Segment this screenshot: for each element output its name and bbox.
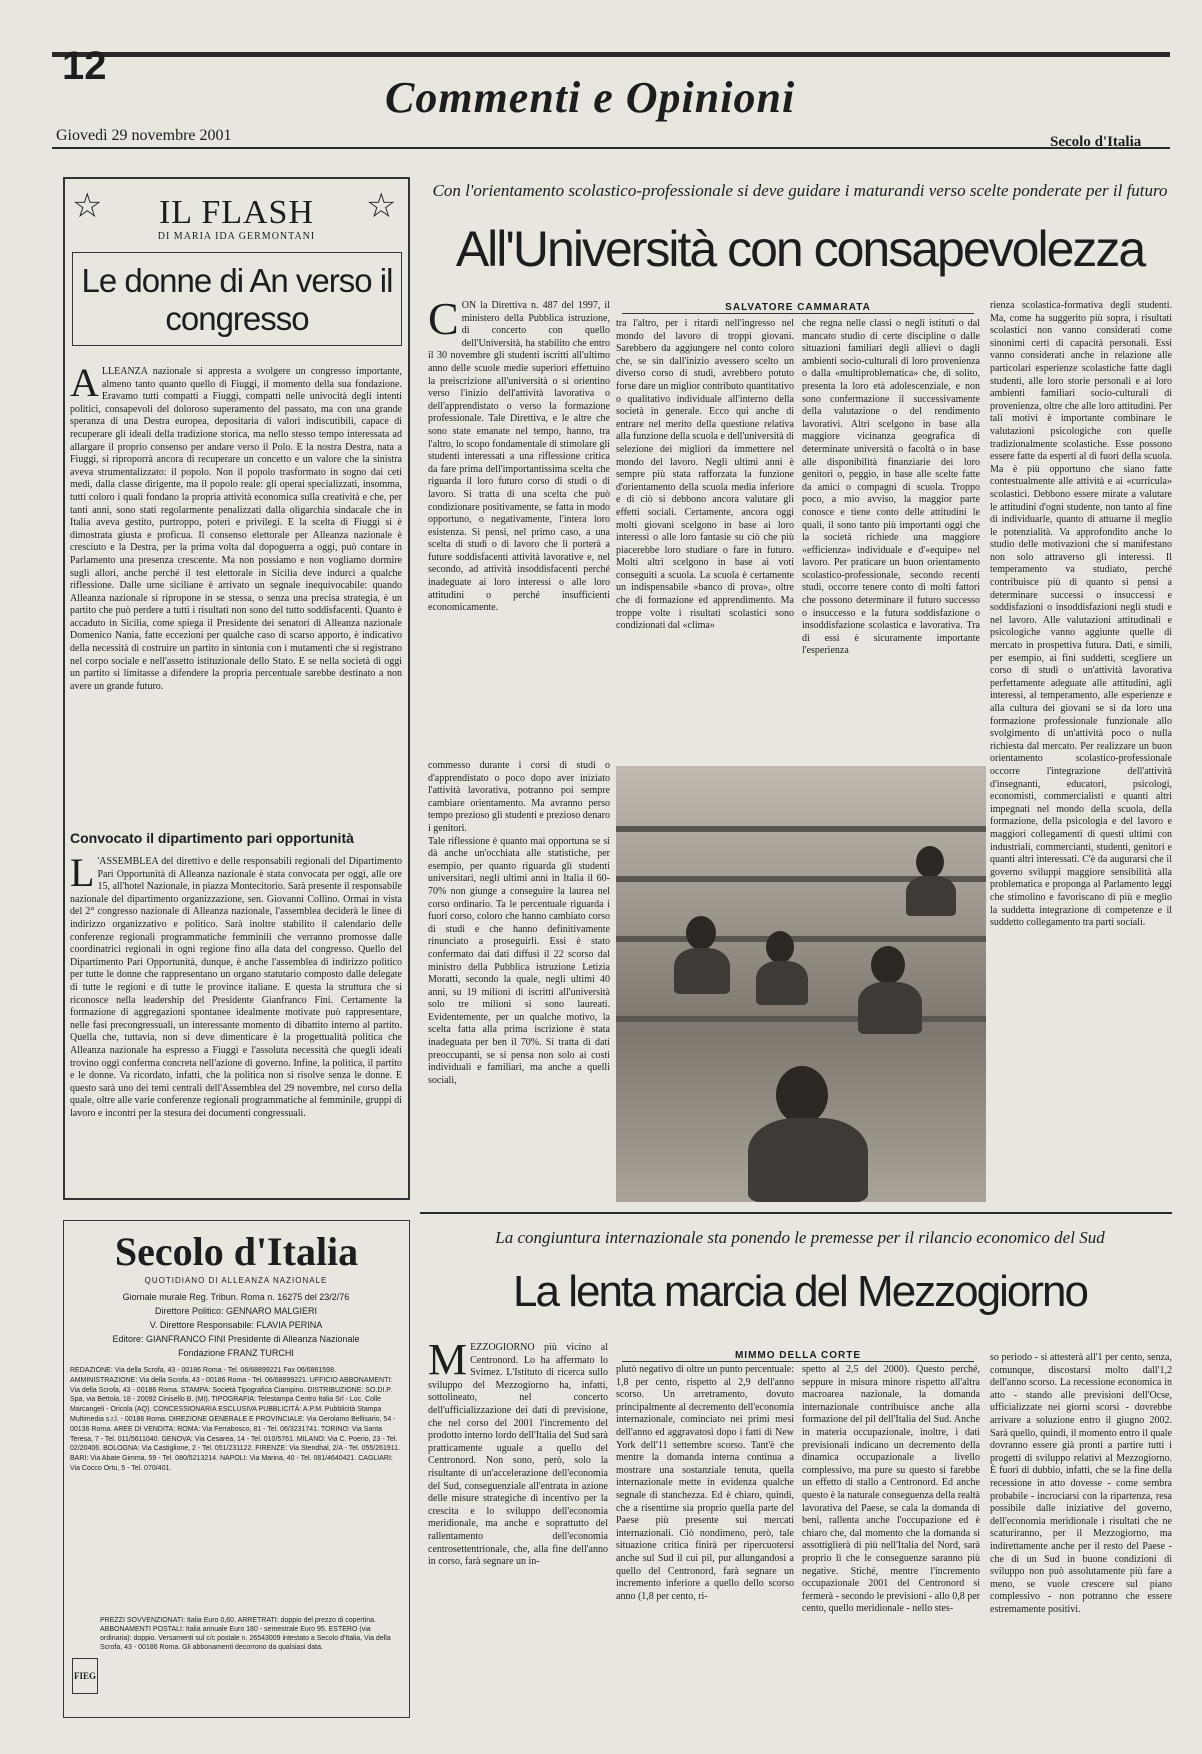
- header-rule: [52, 147, 1170, 149]
- flash-body: [70, 366, 402, 820]
- section-title: Commenti e Opinioni: [385, 73, 796, 122]
- page-number: 12: [62, 44, 107, 88]
- flash-byline: DI MARIA IDA GERMONTANI: [157, 231, 316, 242]
- masthead-prices: PREZZI SOVVENZIONATI: Italia Euro 0,60. ARRETRATI: doppio del prezzo di copertina. ABBONAMENTI POSTALI: Italia annuale Euro 180 - semestrale Euro 95. ESTERO (via ordinaria): doppio. Versamenti sul c/c postale n. 26543009 intestato a Secolo d'Italia, Via della Scrofa, 43 - 00186 Roma. Gli abbonamenti decorrono da qualsiasi data.: [100, 1617, 391, 1651]
- masthead-subtitle: QUOTIDIANO DI ALLEANZA NAZIONALE: [144, 1276, 328, 1285]
- main-col-2: [616, 318, 794, 758]
- masthead-title: Secolo d'Italia: [114, 1229, 359, 1274]
- main-headline: All'Università con consapevolezza: [455, 221, 1145, 277]
- student-head: [871, 946, 905, 984]
- student-head: [776, 1066, 828, 1124]
- second-col-2: [616, 1364, 794, 1712]
- masthead-registration: Giornale murale Reg. Tribun. Roma n. 16275 del 23/2/76: [122, 1292, 350, 1302]
- main-kicker: Con l'orientamento scolastico-professionale si deve guidare i maturandi verso scelte ponderate per il futuro: [432, 181, 1168, 200]
- masthead-vice-director: V. Direttore Responsabile: FLAVIA PERINA: [149, 1320, 323, 1330]
- second-kicker: La congiuntura internazionale sta ponendo le premesse per il rilancio economico del Sud: [495, 1228, 1105, 1247]
- section-divider: [420, 1212, 1172, 1214]
- flash-body-2: [70, 856, 402, 1192]
- student-head: [916, 846, 944, 878]
- masthead-foundation: Fondazione FRANZ TURCHI: [178, 1348, 294, 1358]
- student-body: [748, 1118, 868, 1202]
- second-col-4-text: so periodo - si attesterà all'1 per cento, senza, comunque, discostarsi molto dall'1,2 dell'anno scorso. La recessione economica in atto - stando alle previsioni dell'Ocse, ufficializzate nei giorni scorsi - dovrebbe arrivare a soluzione entro il giugno 2002. Sarà quello, quindi, il momento entro il quale dovranno essere già pronti a partire tutti i progetti di sviluppo relativi al Mezzogiorno. È fuori di dubbio, infatti, che se la fine della recessione in atto dovesse - come sembra probabile - incrociarsi con la ripartenza, resa possibile dalle iniziative del governo, dell'economia meridionale i risultati che ne scaturiranno, per il Mezzogiorno, ma indirettamente anche per il resto del Paese - che di un Sud in buone condizioni di sviluppo non può assolutamente più fare a meno, se vuole crescere sul piano complessivo - non potranno che essere estremamente positivi.: [990, 1352, 1172, 1615]
- main-byline-wrap: [622, 302, 974, 314]
- masthead-publisher: Editore: GIANFRANCO FINI Presidente di Alleanza Nazionale: [112, 1334, 360, 1344]
- student-body: [906, 876, 956, 916]
- main-col-4: [990, 300, 1172, 1198]
- second-headline: La lenta marcia del Mezzogiorno: [513, 1267, 1087, 1316]
- masthead-contacts: REDAZIONE: Via della Scrofa, 43 - 00186 Roma - Tel. 06/68899221 Fax 06/6861598. AMMINISTRAZIONE: Via della Scrofa, 43 - 00186 Roma - Tel. 06/68899221. UFFICIO ABBONAMENTI: Via della Scrofa, 43 - 00186 Roma. STAMPA: Società Tipografica Ciampino. DISTRIBUZIONE: SO.DI.P. Spa, via Bettola, 18 - 20092 Cinisello B. (MI). TIPOGRAFIA: Telestampa Centro Italia Srl - Loc. Colle Marcangeli - Oricola (AQ). CONCESSIONARIA ESCLUSIVA PUBBLICITÀ: A.P.M. Pubblicità Stampa Multimedia s.r.l. - 00186 Roma. DIREZIONE GENERALE E PROVINCIALE: Via Gerolamo Bellisario, 54 - 00136 Roma. AREE DI VENDITA: ROMA: Via Ferrabosco, 81 - Tel. 06/3231741. TORINO: Via Santa Teresa, 7 - Tel. 011/5611040. GENOVA: Via Cesarea, 14 - Tel. 010/5761. MILANO: Via C. Poerio, 23 - Tel. 02/20406. BOLOGNA: Via Castiglione, 2 - Tel. 051/231122. FIRENZE: Via Stendhal, 2/A - Tel. 055/261911. BARI: Via Abate Gimma, 59 - Tel. 080/5213214. NAPOLI: Via Marina, 40 - Tel. 081/4640421. CAGLIARI: Via Cocco Ortu, 5 - Tel. 070/401.: [70, 1367, 400, 1472]
- issue-date: Giovedì 29 novembre 2001: [56, 127, 232, 144]
- main-col-1: [428, 300, 610, 756]
- dropcap: M: [428, 1342, 468, 1384]
- second-col-3-text: spetto al 2,5 del 2000). Questo perché, seppure in misura minore rispetto all'altra macroarea nazionale, la domanda internazionale contribuisce anche alla formazione del pil dell'Italia del Sud. Anche in materia occupazionale, inoltre, i dati previsionali indicano un decremento della dinamica occupazionale a livello complessivo, ma pure su questo si farebbe un effetto di stallo a Centronord. Ed anche questo è la naturale conseguenza della realtà lavorativa del Paese, se cala la domanda di beni, rallenta anche l'occupazione ed è chiaro che, dal momento che la domanda si assottiglierà di più nell'Italia del Nord, sarà proprio lì che le conseguenze saranno più negative. Stiché, mentre l'incremento occupazionale 2001 del Centronord si fermerà - secondo le previsioni - allo 0,8 per cento, quello meridionale - nello stes-: [802, 1364, 980, 1615]
- main-col-3: [802, 318, 980, 758]
- main-col-2b-text: Tale riflessione è quanto mai opportuna se si dà anche un'occhiata alle statistiche, per esempio, per quanto riguarda gli studenti universitari, negli ultimi anni in Italia il 60-70% non giunge a conseguire la laurea nel corso ordinario. Ta le percentuale riguarda i fuori corso, coloro che hanno cambiato corso di studi e che hanno definitivamente rinunciato a proseguirli. Essi è stato confermato dai dati diffusi il 22 scorso dal ministro della Pubblica istruzione Letizia Moratti, secondo la quale, negli ultimi 40 anni, su 19 milioni di iscritti all'università solo tre milioni si sono laureati. Evidentemente, per un qualche motivo, la scelta fatta alla prima iscrizione è stata inadeguata per ben il 70%. Si tratta di dati preoccupanti, se si pensa non solo ai costi individuali e familiari, ma anche a quelli sociali,: [428, 835, 610, 1086]
- student-head: [686, 916, 716, 950]
- desk-row: [616, 936, 986, 942]
- main-byline: SALVATORE CAMMARATA: [622, 302, 974, 314]
- second-byline-wrap: [622, 1350, 974, 1362]
- fieg-logo: FIEG: [72, 1658, 98, 1694]
- star-icon: ☆: [72, 188, 103, 225]
- student-body: [858, 982, 922, 1034]
- desk-row: [616, 826, 986, 832]
- photo-students-exam: [616, 766, 986, 1202]
- flash-subhead: Convocato il dipartimento pari opportunità: [70, 830, 354, 846]
- dropcap: L: [70, 856, 95, 895]
- second-byline: MIMMO DELLA CORTE: [622, 1350, 974, 1362]
- flash-title: Le donne di An verso il congresso: [81, 262, 393, 337]
- second-col-2-text: plutò negativo di oltre un punto percentuale: 1,8 per cento, rispetto al 2,9 dell'anno scorso. Un arretramento, dovuto principalmente al decremento dell'economia internazionale, cominciato nei primi mesi dell'anno ed aggravatosi dopo i fatti di New York dell'11 settembre scorso. Tant'è che mentre la domanda interna continua a mostrare una sostanziale tenuta, quella internazionale mette in evidenza qualche segnale di stanchezza. Ed è chiaro, quindi, che a risentirne sia proprio quella parte del Paese più presente sui mercati internazionali. Ciò nondimeno, però, tale situazione critica finirà per ripercuotersi anche sul Sud il cui pil, pur allungandosi a quello del Centronord, farà segnare un incremento inferiore a quello dello scorso anno (1,8 per cento, ri-: [616, 1364, 794, 1602]
- main-col-2-text: tra l'altro, per i ritardi nell'ingresso nel mondo del lavoro di troppi giovani. Sarebbero da aggiungere nel conto coloro che, se sin dall'inizio avessero scelto un diverso corso di studi, avrebbero potuto forse dare un miglior contributo quantitativo o qualitativo individuale all'interno della società in generale. Ecco qui anche di entrare nel merito della questione relativa alla funzione della scuola e dell'università di selezione dei migliori da immettere nel mondo del lavoro. Negli ultimi anni è sempre più stata rafforzata la funzione d'orientamento della scuola media inferiore e di ciò si debbono ancora valutare gli effetti sociali. Certamente, ancora oggi molti giovani scelgono in base ai loro interessi o alle loro fantasie su ciò che più piacerebbe loro studiare o fare in futuro. Molti altri scelgono in base ai voti conseguiti a scuola. La scuola è certamente un indispensabile «banco di prova», oltre che di formazione ed apprendimento. Ma troppe volte i risultati scolastici sono condizionati dal «clima»: [616, 318, 794, 632]
- flash-body-text: LLEANZA nazionale si appresta a svolgere un congresso importante, almeno tanto quanto quello di Fiuggi, il momento della sua fondazione. Eravamo tutti compatti a Fiuggi, compatti nelle univocità degli intenti politici, consapevoli del doloroso superamento del passato, ma con una grande speranza di una Destra europea, depositaria di valori indiscutibili, capace di recuperare gli ideali della tradizione storica, ma nello stesso tempo interessata ad allargare il proprio consenso per andare verso il Polo. E la nostra Destra, nata a Fiuggi, si riproporrà ancora di recuperare un concetto e un valore che la sinistra aveva strumentalizzato: il popolo. Non il popolo trasformato in sogno dai ceti medi, dalla classe dirigente, ma il popolo reale: gli operai specializzati, insomma, tutti coloro i quali fondano la propria attività economica sulla creatività e che, per tanti anni, sono stati regolarmente penalizzati dalla oligarchia sindacale che in Italia aveva gestito, purtroppo, poteri e privilegi. E la scelta di Fiuggi si è dimostrata giusta e proficua. Il consenso elettorale per Alleanza nazionale è cresciuto e la Destra, per la prima volta dal dopoguerra a oggi, può contare in Parlamento una presenza crescente. Ma non possiamo e non vogliamo dormire sugli allori, anche perché il test elettorale in Sicilia deve indurci a qualche riflessione. Dalle urne siciliane è arrivato un segnale inequivocabile: quando Alleanza nazionale si ripropone in se stessa, o senza una precisa strategia, è un partito che può perdere a tutti i risultati non sono del tutto soddisfacenti. Quanto è accaduto in Sicilia, come spiega il Presidente dei senatori di Alleanza nazionale Domenico Nania, fatte eccezioni per qualche caso di scarso apporto, è indicativo della necessità di costruire un partito in sintonia con i mutamenti che si registrano nel corpo sociale e nell'assetto istituzionale dello Stato. E se nella società di oggi un partito si limitasse a difendere la propria percentuale sarebbe destinato a non avere un grande futuro.: [70, 366, 402, 692]
- second-col-4: [990, 1352, 1172, 1712]
- second-col-1-text: EZZOGIORNO più vicino al Centronord. Lo ha affermato lo Svimez. L'Istituto di ricerca sullo sviluppo del Mezzogiorno ha, infatti, sottolineato, nel concerto dell'ufficializzazione dei dati di previsione, che nel corso del 2001 l'incremento del prodotto interno lordo dell'Italia del Sud sarà pratticamente uguale a quello del Centronord. Non sono, però, solo la risultante di un'accelerazione dell'economia del Sud, conseguenziale all'entrata in azione delle misure strategiche di incentivo per la crescita e lo sviluppo dell'economia meridionale, ma anche e soprattutto del rallentamento dell'economia centrosettentrionale, che, alla fine dell'anno in corso, farà segnare un in-: [428, 1342, 608, 1568]
- main-col-1b-text: commesso durante i corsi di studi o d'apprendistato o poco dopo aver iniziato l'attività lavorativa, potranno poi sempre cambiare orientamento. Ma avranno perso tempo prezioso gli studenti e prezioso denaro i genitori.: [428, 760, 610, 834]
- masthead-director: Direttore Politico: GENNARO MALGIERI: [154, 1306, 318, 1316]
- dropcap: C: [428, 300, 459, 344]
- star-icon: ☆: [366, 188, 397, 225]
- main-col-3-text: che regna nelle classi o negli istituti o dal mancato studio di certe discipline o dalle situazioni familiari degli allievi o dagli ambienti socio-culturali di loro provenienza o dalla «multiproblematica» che, di solito, presenta la loro età adolescenziale, e non sono confermazione il successivamente della valutazione o del rendimento lavorativi. Altri scelgono in base alla maggiore vicinanza geografica di determinate università o facoltà o in base alle disponibilità finanziarie dei loro genitori o, peggio, in base alle scelte fatte da amici o compagni di scuola. Troppo poco, a mio avviso, la maggior parte conosce e tiene conto delle attitudini le quali, il sono tanto più importanti oggi che la società richiede una maggiore «efficienza» individuale e d'«equipe» nel lavoro. Per praticare un buon orientamento scolastico-professionale, secondo recenti studi, occorre tenere conto di molti fattori che possono determinare il futuro successo o insuccesso e la futura soddisfazione o insoddisfazione scolastica e lavorativa. Tra di essi è sicuramente importante l'esperienza: [802, 318, 980, 657]
- flash-column-name: IL FLASH: [158, 194, 315, 231]
- dropcap: A: [70, 366, 99, 405]
- masthead-small: Secolo d'Italia: [1050, 134, 1142, 150]
- top-rule: [52, 52, 1170, 57]
- main-col-1b: [428, 760, 610, 1200]
- student-body: [674, 948, 730, 994]
- second-col-3: [802, 1364, 980, 1712]
- desk-row: [616, 1016, 986, 1022]
- student-body: [756, 961, 808, 1005]
- main-col-4-text: rienza scolastica-formativa degli studenti. Ma, come ha suggerito più sopra, i risultati scolastici non vanno considerati come sinonimi certi di capacità personali. Essi vanno considerati anche in relazione alle particolari esperienze scolastiche fatte dagli studenti, alle loro storie personali e ai loro ambienti familiari socio-culturali di provenienza, oltre che alle loro attitudini. Per tali motivi è importante combinare le valutazioni psicologiche con quelle tradizionalmente scolastiche. Esse possono essere fatte da esperti al di fuori della scuola. Ma è più opportuno che siano fatte contestualmente alle attività e ai «curricula» scolastici. Debbono essere mirate a valutare le attitudini d'ogni studente, non tanto al fine di individuarle, quanto di attuarne il meglio le potenzialità. Va approfondito anche lo studio delle motivazioni che si manifestano non solo attraverso gli interessi. Il temperamento va studiato, perché contribuisce più di quanto si pensi a determinare successi o insuccessi e soddisfazioni o insoddisfazioni negli studi e nel lavoro. Alle valutazioni attitudinali e psicologiche vanno aggiunte quelle di mercato in prospettiva futura. Dati, e simili, per esempio, ai fini suddetti, scegliere un corso di studi o un'attività lavorativa perfettamente adeguate alle attitudini, agli interessi, al temperamento, alle esperienze e alla cultura dei giovani se si da loro una formazione professionale funzionale allo svolgimento di un'attività poco o nulla richiesta dal mercato. Per realizzare un buon orientamento scolastico-professionale occorre l'integrazione dell'attività d'insegnanti, educatori, psicologi, economisti, commercialisti e quanti altri impegnati nel mondo della scuola, della formazione, della psicologia e del lavoro e maggiori collegamenti di questi ultimi con industriali, commercianti, studenti, genitori e quanti altri interessati. C'è da augurarsi che il governo sviluppi maggiore sensibilità alla problematica e proponga al Parlamento leggi che stimolino e favoriscano di più e meglio la suddetta integrazione di competenze e il suddetto collegamento tra parti sociali.: [990, 300, 1172, 929]
- student-head: [766, 931, 794, 963]
- main-col-1-text: ON la Direttiva n. 487 del 1997, il ministero della Pubblica istruzione, di concerto con quello dell'Università, ha stabilito che entro il 30 novembre gli studenti iscritti all'ultimo anno delle scuole medie superiori effettuino la preiscrizione all'università o si orientino verso l'inizio dell'attività lavorativa o dell'apprendistato o verso la formazione professionale. Tale Direttiva, e le altre che sono state emanate nel tempo, hanno, tra l'altro, lo scopo fondamentale di stimolare gli studenti interessati a una riflessione critica da fare prima dell'importantissima scelta che riguarda il loro futuro corso di studi o di lavoro. Si tratta di una scelta che può condizionare positivamente, se fatta in modo opportuno, o negativamente, l'intera loro esistenza. Si pensi, nel primo caso, a una scelta di studi o di lavoro che li porterà a future soddisfacenti attività lavorative e, nel secondo, ad attività insoddisfacenti perché inadeguate ai loro interessi o alle loro attitudini o perché insufficienti economicamente.: [428, 300, 610, 614]
- flash-body-2-text: 'ASSEMBLEA del direttivo e delle responsabili regionali del Dipartimento Pari Opportunità di Alleanza nazionale è stata convocata per oggi, alle ore 15, all'hotel Nazionale, in piazza Montecitorio. Sarà presente il responsabile nazionale del dipartimento organizzazione, sen. Giovanni Collino. Ormai in vista del 2° congresso nazionale di Alleanza nazionale, l'assemblea deciderà le linee di indirizzo organizzativo e politico. Sarà inoltre stabilito il calendario delle conferenze regionali programmatiche femminili che verranno promosse dalle coordinatrici regionali in ogni regione fino alla data del congresso. Quello del Dipartimento Pari Opportunità, dunque, è anche l'assemblea di indirizzo politico per tutte le donne che rappresentano un organo statutario composto dalle delegate di tutte le regioni e di tutte le province italiane. E questa la struttura che si riconosce nella leadership del Presidente Gianfranco Fini. Certamente la formazione di aggregazioni spontanee idealmente motivate può rappresentare, nelle fasi precongressuali, un interessante momento di dibattito interno al partito. Quella che, tuttavia, non si deve dimenticare è la progettualità politica che Alleanza nazionale ha espresso a Fiuggi e l'assoluta necessità che quegli ideali trovino oggi conferma concreta nell'azione di governo. Infine, la politica, il partito e le donne. Va ricordato, infatti, che la politica non si risolve senza le donne. E questo sarà uno dei temi centrali dell'Assemblea del 29 novembre, nel corso della quale, oltre alle varie conferenze regionali programmatiche al femminile, gruppi di lavoro e incontri per la stesura dei documenti congressuali.: [70, 856, 402, 1119]
- second-col-1: [428, 1342, 608, 1712]
